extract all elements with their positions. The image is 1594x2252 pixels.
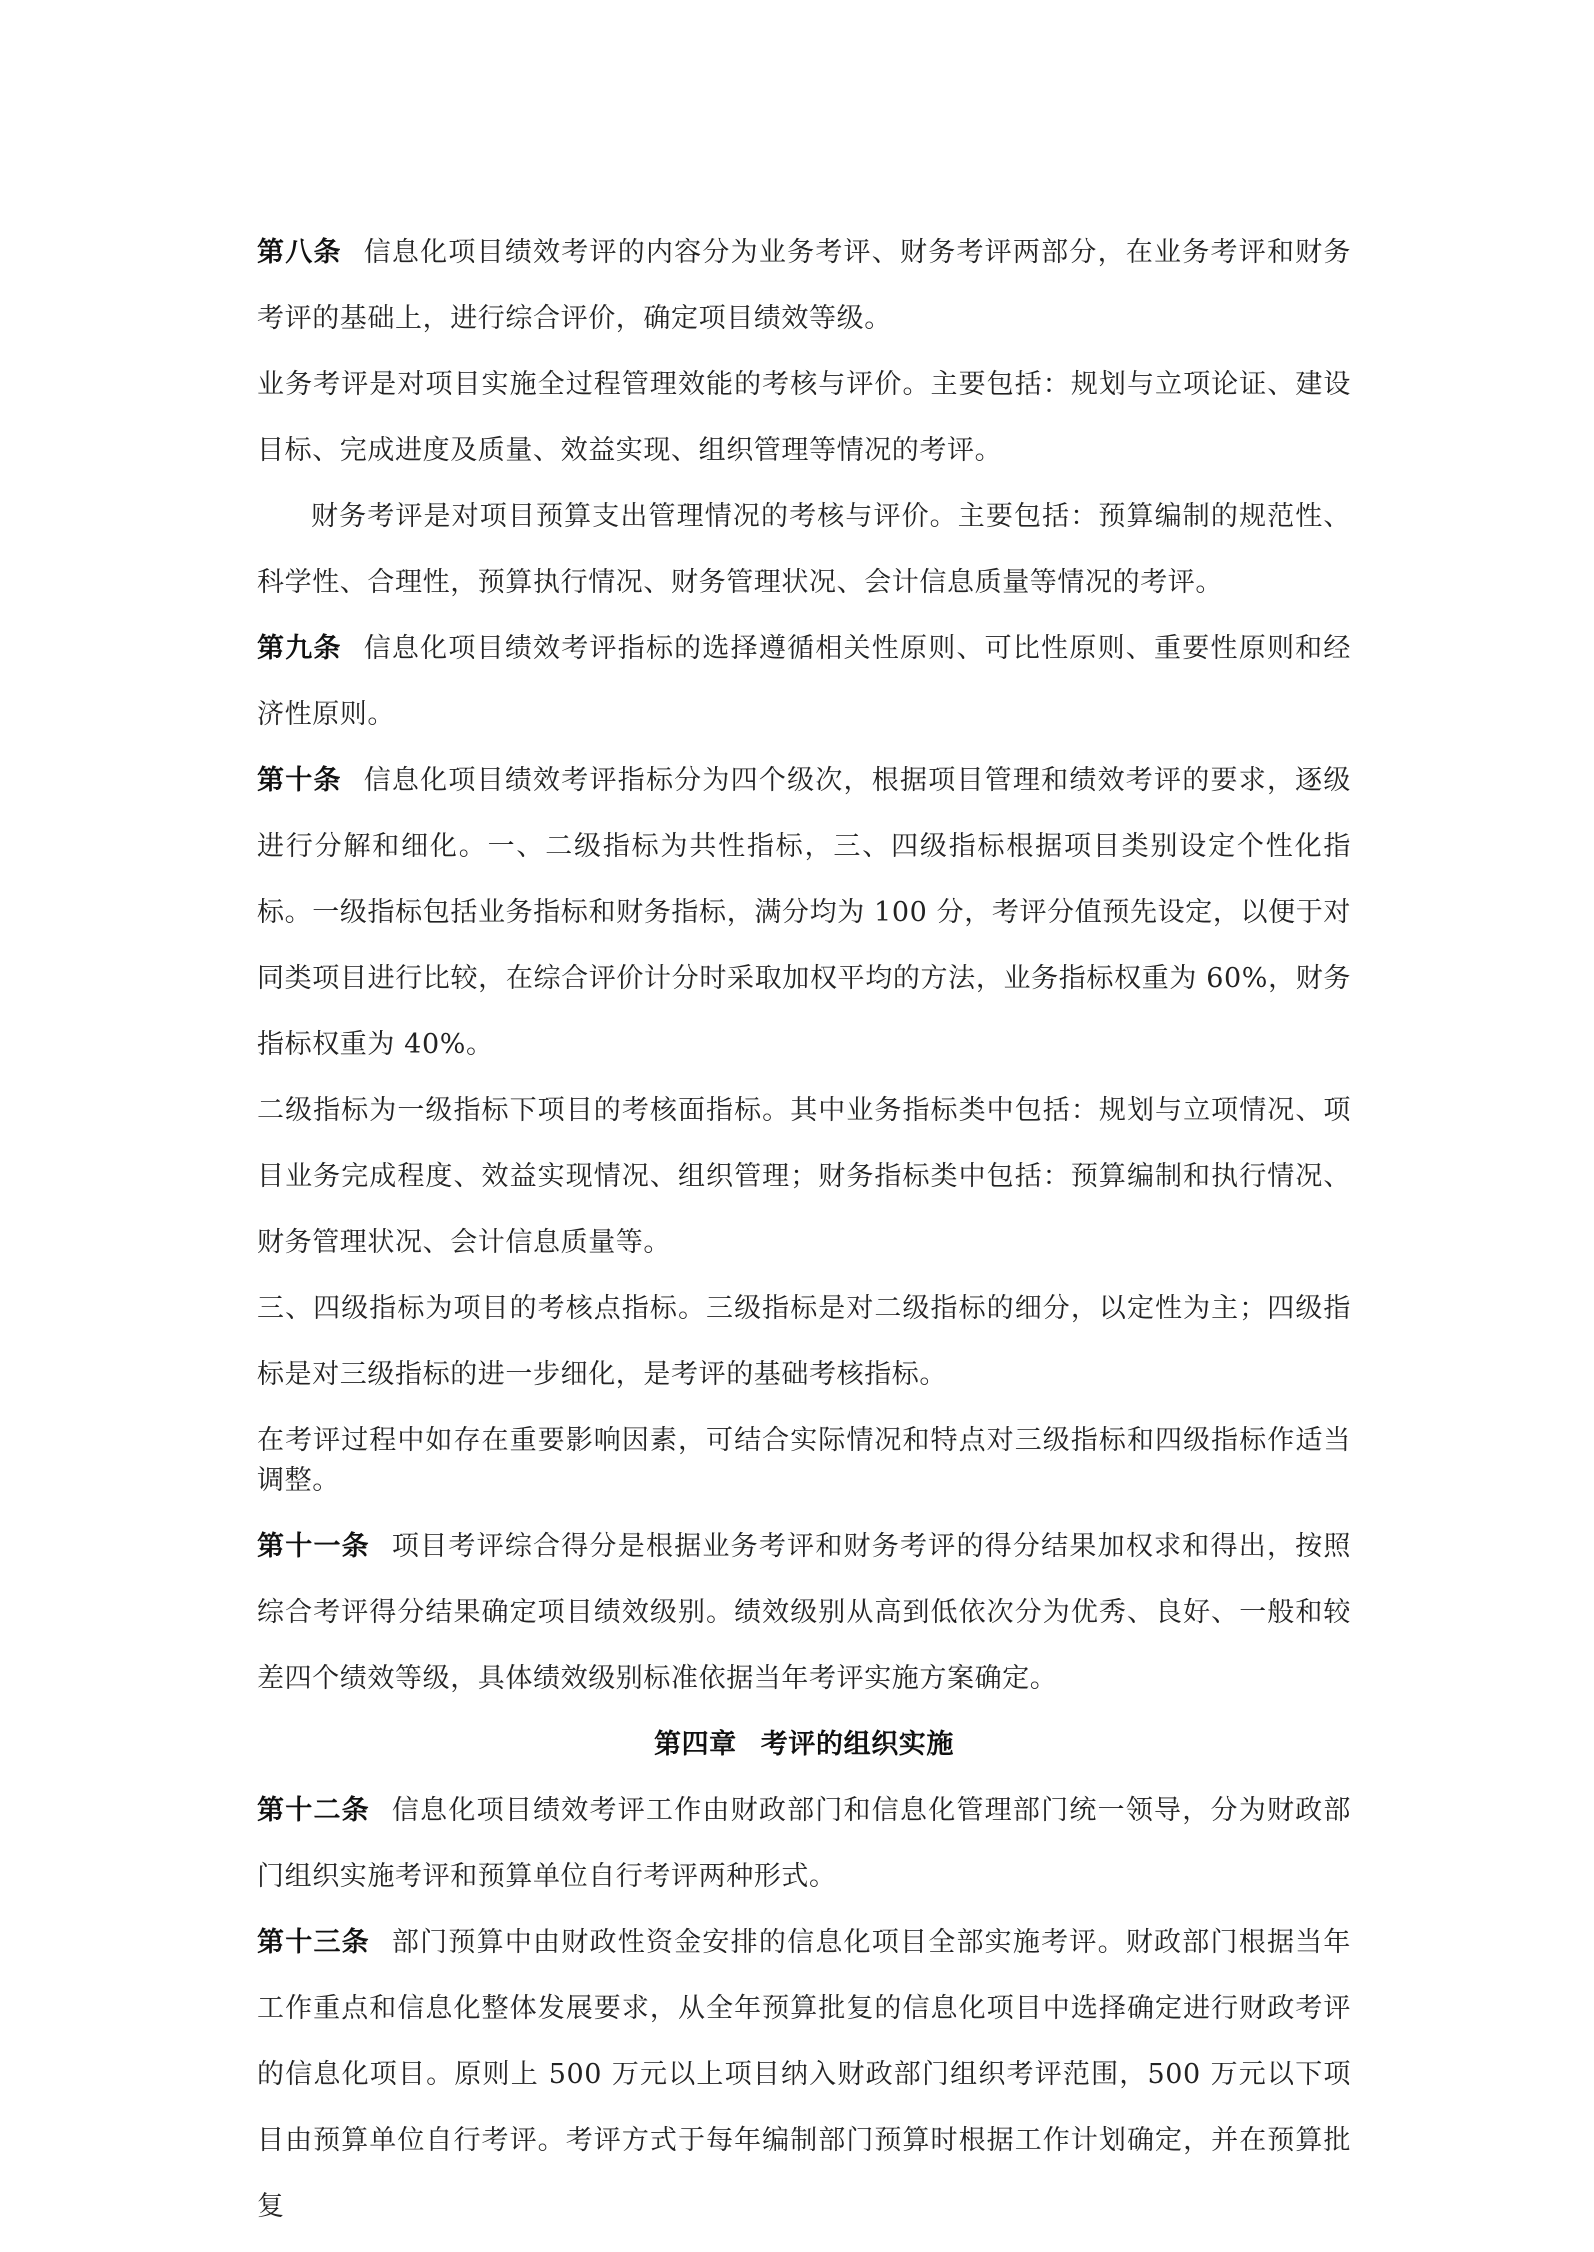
article-12-label: 第十二条 [257, 1795, 370, 1826]
article-11-paragraph [257, 1514, 1351, 1712]
article-13-text: 部门预算中由财政性资金安排的信息化项目全部实施考评。财政部门根据当年工作重点和信息化整体发展要求，从全年预算批复的信息化项目中选择确定进行财政考评的信息化项目。原则上 500 万元以上项目纳入财政部门组织考评范围，500 万元以下项目由预算单位自行考评。考评方式于每年编制部门预算时根据工作计划确定，并在预算批复 [257, 1927, 1352, 2222]
article-10-label: 第十条 [257, 765, 342, 796]
article-9-label: 第九条 [257, 633, 342, 664]
adjustment-text: 在考评过程中如存在重要影响因素，可结合实际情况和特点对三级指标和四级指标作适当调整。 [257, 1425, 1351, 1496]
article-12-paragraph [257, 1778, 1351, 1910]
article-9-text: 信息化项目绩效考评指标的选择遵循相关性原则、可比性原则、重要性原则和经济性原则。 [257, 633, 1351, 730]
chapter-number: 第四章 [653, 1729, 737, 1760]
third-fourth-level-indicator-paragraph [257, 1276, 1351, 1408]
article-10-text: 信息化项目绩效考评指标分为四个级次，根据项目管理和绩效考评的要求，逐级进行分解和细化。一、二级指标为共性指标，三、四级指标根据项目类别设定个性化指标。一级指标包括业务指标和财务指标，满分均为 100 分，考评分值预先设定，以便于对同类项目进行比较，在综合评价计分时采取加权平均的方法，业务指标权重为 60%，财务指标权重为 40%。 [257, 765, 1351, 1060]
adjustment-paragraph [257, 1421, 1351, 1501]
article-13-paragraph [257, 1910, 1351, 2240]
second-level-indicator-paragraph [257, 1078, 1351, 1276]
financial-evaluation-text: 财务考评是对项目预算支出管理情况的考核与评价。主要包括：预算编制的规范性、科学性、合理性，预算执行情况、财务管理状况、会计信息质量等情况的考评。 [257, 501, 1351, 598]
document-body [257, 220, 1351, 2240]
chapter-heading [257, 1712, 1351, 1778]
second-level-indicator-text: 二级指标为一级指标下项目的考核面指标。其中业务指标类中包括：规划与立项情况、项目业务完成程度、效益实现情况、组织管理；财务指标类中包括：预算编制和执行情况、财务管理状况、会计信息质量等。 [257, 1095, 1351, 1258]
article-8-text: 信息化项目绩效考评的内容分为业务考评、财务考评两部分，在业务考评和财务考评的基础上，进行综合评价，确定项目绩效等级。 [257, 237, 1351, 334]
article-8-label: 第八条 [257, 237, 342, 268]
article-11-label: 第十一条 [257, 1531, 370, 1562]
article-8-paragraph [257, 220, 1351, 352]
business-evaluation-paragraph [257, 352, 1351, 484]
third-fourth-level-indicator-text: 三、四级指标为项目的考核点指标。三级指标是对二级指标的细分，以定性为主；四级指标是对三级指标的进一步细化，是考评的基础考核指标。 [257, 1293, 1351, 1390]
article-13-label: 第十三条 [257, 1927, 370, 1958]
article-11-text: 项目考评综合得分是根据业务考评和财务考评的得分结果加权求和得出，按照综合考评得分结果确定项目绩效级别。绩效级别从高到低依次分为优秀、良好、一般和较差四个绩效等级，具体绩效级别标准依据当年考评实施方案确定。 [257, 1531, 1352, 1694]
chapter-title: 考评的组织实施 [760, 1729, 954, 1760]
article-12-text: 信息化项目绩效考评工作由财政部门和信息化管理部门统一领导，分为财政部门组织实施考评和预算单位自行考评两种形式。 [257, 1795, 1352, 1892]
article-9-paragraph [257, 616, 1351, 748]
article-10-paragraph [257, 748, 1351, 1078]
business-evaluation-text: 业务考评是对项目实施全过程管理效能的考核与评价。主要包括：规划与立项论证、建设目标、完成进度及质量、效益实现、组织管理等情况的考评。 [257, 369, 1351, 466]
financial-evaluation-paragraph [257, 484, 1351, 616]
